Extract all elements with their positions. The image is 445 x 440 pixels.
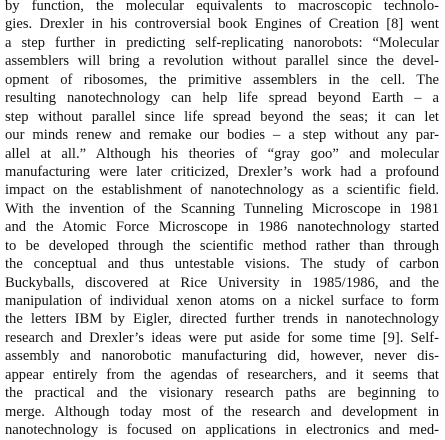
text-line: allel at all.” Although his theories of “gray goo” and molecular <box>5 145 439 162</box>
text-line: by function, the molecular equivalents to macroscopic technolo- <box>5 0 439 14</box>
text-line: our minds renew and remake our bodies – a step without any par- <box>5 127 439 144</box>
text-line: the practical and the visionary research paths are beginning to <box>5 385 439 402</box>
text-line: appear entirely from the agendas of researchers, and it seems that <box>5 366 439 383</box>
text-line: research and Drexler’s ideas were put aside for some time [9]. Self- <box>5 329 439 346</box>
text-line: nanotechnology is focused on applications in electronics and med- <box>5 422 439 439</box>
text-line: merge. Although today most of the research and development in <box>5 403 439 420</box>
text-line: gies. Drexler in his controversial book Engines of Creation [8] went <box>5 16 439 33</box>
text-line: a step further in predicting self-replicating nanorobots: “Molecular <box>5 34 439 51</box>
text-line: manufacturing were later criticized, Drexler’s work had a profound <box>5 163 439 180</box>
text-line: step without parallel since life spread beyond the seas; it can let <box>5 108 439 125</box>
text-line: the conceptual and thus untestable visions. The study of carbon <box>5 256 439 273</box>
text-line: opment of ribosomes, the primitive assemblers in the cell. The <box>5 71 439 88</box>
text-line: assemblers will bring a revolution without parallel since the devel- <box>5 53 439 70</box>
text-line: Buckyballs, discovered at Rice University in 1985/1986, and the <box>5 274 439 291</box>
text-line: resulting nanotechnology can help life spread beyond Earth – a <box>5 90 439 107</box>
text-body <box>5 0 439 440</box>
text-line: to be developed through the scientific method rather than through <box>5 237 439 254</box>
text-line: impact on the establishment of nanotechnology as a scientific field. <box>5 182 439 199</box>
text-line: assembly and nanorobotic manufacturing did, however, never dis- <box>5 348 439 365</box>
text-line: With the invention of the Scanning Tunneling Microscope in 1981 <box>5 200 439 217</box>
text-line: manipulation of individual xenon atoms on a nickel surface to form <box>5 293 439 309</box>
text-line: and the Atomic Force Microscope in 1986 nanotechnology started <box>5 219 439 236</box>
text-line: the letters IBM by Eigler, directed further trends in nanotechnology <box>5 311 439 328</box>
